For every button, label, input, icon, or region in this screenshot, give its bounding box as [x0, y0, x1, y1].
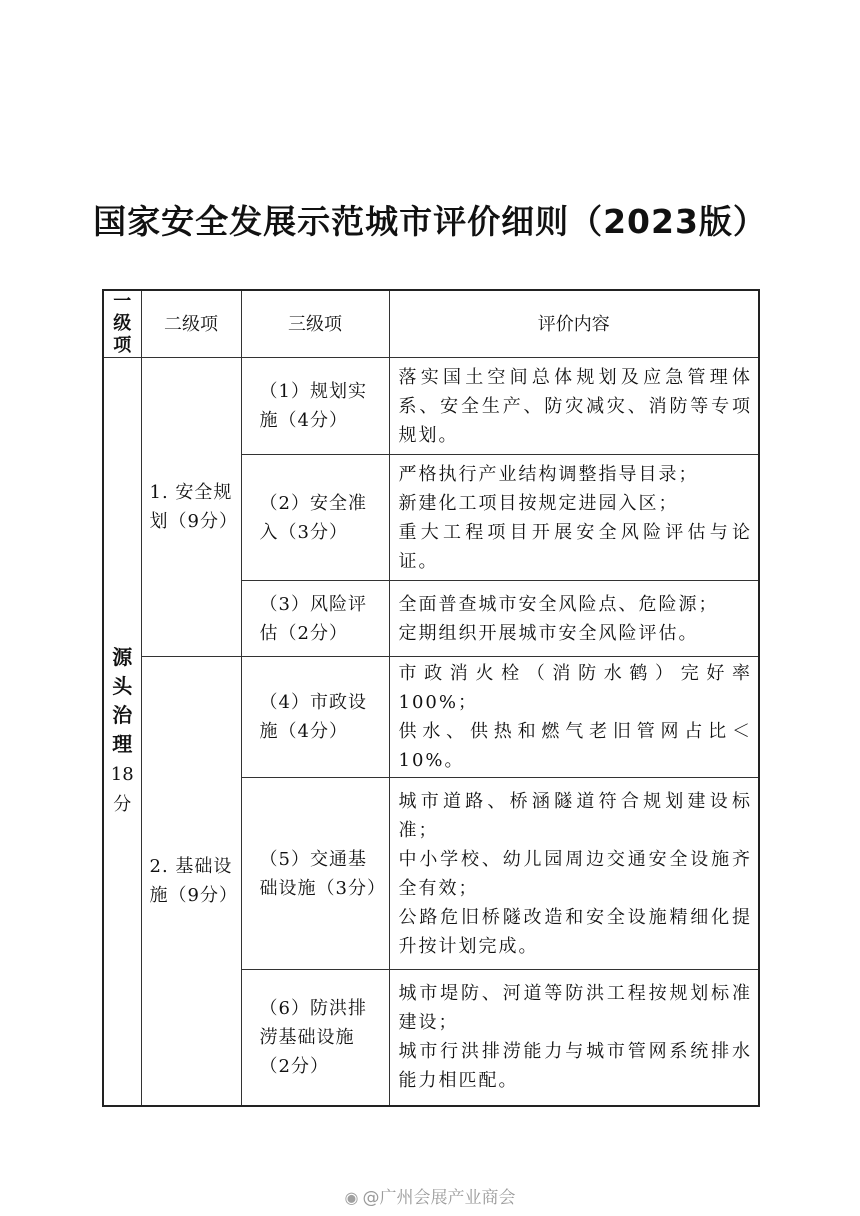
content-cell — [389, 970, 759, 1106]
content-line: 新建化工项目按规定进园入区； — [398, 492, 679, 514]
level2-cell: 1. 安全规划（9分） — [141, 358, 241, 657]
table-header-row — [103, 290, 759, 358]
content-cell — [389, 581, 759, 657]
content-line: 城市堤防、河道等防洪工程按规划标准建设； — [398, 983, 752, 1034]
table-row — [103, 358, 759, 455]
evaluation-table — [102, 289, 760, 1107]
header-level2: 二级项 — [141, 290, 241, 358]
watermark-text: @广州会展产业商会 — [362, 1188, 516, 1208]
level1-cell: 源 头 治 理 18 分 — [103, 358, 141, 1106]
header-level3: 三级项 — [241, 290, 389, 358]
content-line: 城市行洪排涝能力与城市管网系统排水能力相匹配。 — [398, 1041, 752, 1092]
level3-cell: （4）市政设施（4分） — [241, 657, 389, 778]
header-content: 评价内容 — [389, 290, 759, 358]
header-level1: 一 级 项 — [103, 290, 141, 358]
content-line: 严格执行产业结构调整指导目录； — [398, 463, 699, 485]
content-line: 全面普查城市安全风险点、危险源； — [398, 593, 719, 615]
content-cell — [389, 778, 759, 970]
level3-cell: （6）防洪排涝基础设施（2分） — [241, 970, 389, 1106]
content-line: 重大工程项目开展安全风险评估与论证。 — [398, 521, 752, 572]
weibo-icon: ◉ — [344, 1188, 359, 1207]
level3-cell: （1）规划实施（4分） — [241, 358, 389, 455]
content-line: 定期组织开展城市安全风险评估。 — [398, 622, 699, 644]
content-line: 中小学校、幼儿园周边交通安全设施齐全有效； — [398, 848, 752, 899]
table-row — [103, 657, 759, 778]
content-line: 城市道路、桥涵隧道符合规划建设标准； — [398, 790, 752, 841]
level3-cell: （5）交通基础设施（3分） — [241, 778, 389, 970]
content-cell — [389, 358, 759, 455]
content-line: 供水、供热和燃气老旧管网占比＜10%。 — [398, 721, 752, 771]
level2-cell: 2. 基础设施（9分） — [141, 657, 241, 1106]
content-line: 公路危旧桥隧改造和安全设施精细化提升按计划完成。 — [398, 906, 752, 957]
watermark — [0, 1183, 860, 1208]
content-line: 市政消火栓（消防水鹤）完好率 100%； — [398, 663, 752, 713]
content-line: 落实国土空间总体规划及应急管理体系、安全生产、防灾减灾、消防等专项规划。 — [398, 366, 752, 446]
level3-cell: （2）安全准入（3分） — [241, 455, 389, 581]
level3-cell: （3）风险评估（2分） — [241, 581, 389, 657]
content-cell — [389, 455, 759, 581]
page-title: 国家安全发展示范城市评价细则（2023版） — [93, 202, 767, 241]
content-cell — [389, 657, 759, 778]
